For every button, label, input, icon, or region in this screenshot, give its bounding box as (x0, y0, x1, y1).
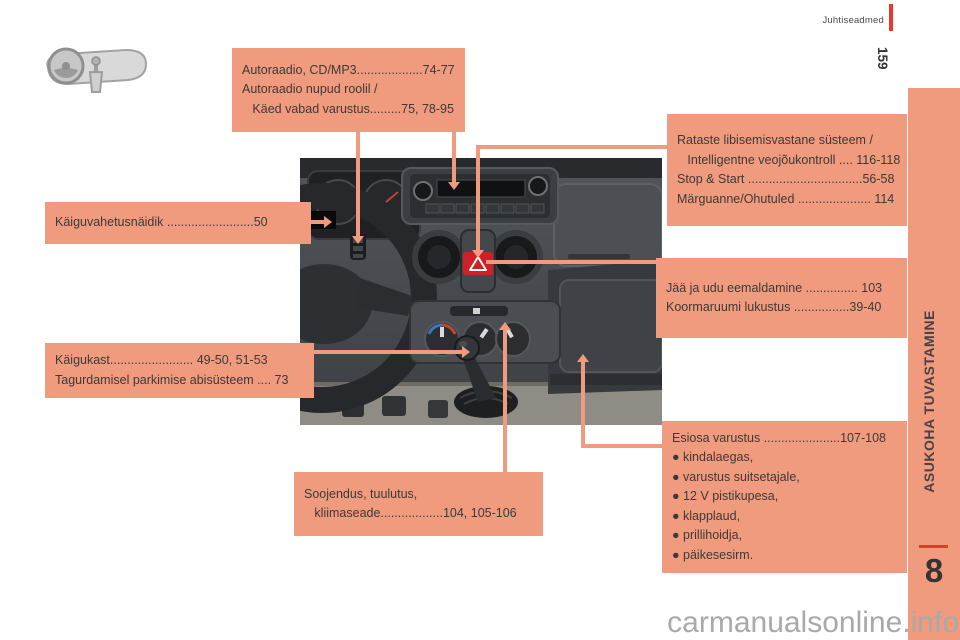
pedal (382, 396, 406, 416)
chapter-red-rule (919, 545, 948, 548)
callout-line: ● päikesesirm. (672, 547, 754, 562)
callout-kaiguvahetusnaidik (45, 202, 311, 244)
connector-soojendus (503, 330, 507, 474)
radio-unit (402, 168, 558, 224)
callout-soojendus (294, 472, 543, 536)
connector-rataste-vertical (476, 145, 480, 250)
connector-hazard-jaa (486, 260, 658, 264)
callout-line: ● prillihoidja, (672, 528, 743, 543)
callout-line: Käiguvahetusnäidik .........................50 (55, 215, 268, 230)
callout-line: kliimaseade..................104, 105-106 (304, 506, 517, 520)
dashboard-photo (300, 158, 662, 425)
glovebox (548, 184, 662, 394)
callout-line: Käigukast........................ 49-50, 51-53 (55, 353, 268, 367)
callout-rataste (667, 114, 907, 226)
callout-line: Tagurdamisel parkimise abisüsteem .... 73 (55, 372, 289, 387)
callout-line: Soojendus, tuulutus, (304, 486, 418, 501)
connector-kaiguvahetus (310, 220, 324, 224)
callout-line: Intelligentne veojõukontroll .... 116-118 (677, 152, 901, 167)
page-number: 159 (875, 47, 890, 70)
chapter-title: ASUKOHA TUVASTAMINE (921, 310, 937, 493)
connector-arrowhead (324, 216, 332, 228)
connector-arrowhead (352, 236, 364, 244)
connector-autoraadio-radio (452, 130, 456, 182)
chapter-sidebar (908, 88, 960, 640)
callout-line: ● varustus suitsetajale, (672, 469, 800, 484)
connector-arrowhead (462, 346, 470, 358)
header-section-label: Juhtiseadmed (822, 15, 884, 26)
connector-arrowhead (448, 182, 460, 190)
callout-line: ● kindalaegas, (672, 450, 754, 465)
connector-esiosa-horizontal (581, 444, 663, 448)
callout-line: Jää ja udu eemaldamine ............... 103 (666, 280, 883, 295)
connector-rataste-horizontal (477, 145, 669, 149)
watermark-text: carmanualsonline.info (667, 606, 959, 639)
callout-line: Käed vabad varustus.........75, 78-95 (242, 101, 454, 116)
connector-arrowhead (499, 322, 511, 330)
connector-arrowhead (577, 354, 589, 362)
callout-line: Stop & Start .................................56-58 (677, 172, 895, 186)
callout-kaigukast (45, 343, 314, 398)
dashboard-location-icon (34, 38, 152, 102)
chapter-number: 8 (924, 552, 944, 589)
callout-autoraadio (232, 48, 465, 132)
callout-jaa-udu (656, 258, 907, 338)
connector-autoraadio-wheel (356, 130, 360, 236)
callout-line: Rataste libisemisvastane süsteem / (677, 133, 873, 147)
callout-line: ● 12 V pistikupesa, (672, 489, 779, 504)
connector-esiosa-vertical (581, 362, 585, 448)
connector-kaigukast (312, 350, 462, 354)
callout-esiosa (662, 421, 907, 573)
callout-line: Esiosa varustus ......................107-108 (672, 430, 886, 445)
callout-line: ● klapplaud, (672, 508, 741, 523)
callout-line: Autoraadio, CD/MP3...................74-77 (242, 62, 455, 77)
callout-line: Autoraadio nupud roolil / (242, 82, 378, 97)
callout-line: Märguanne/Ohutuled ..................... 114 (677, 191, 895, 206)
header-red-bar (889, 4, 893, 31)
connector-arrowhead (472, 250, 484, 258)
callout-line: Koormaruumi lukustus ................39-40 (666, 300, 882, 314)
